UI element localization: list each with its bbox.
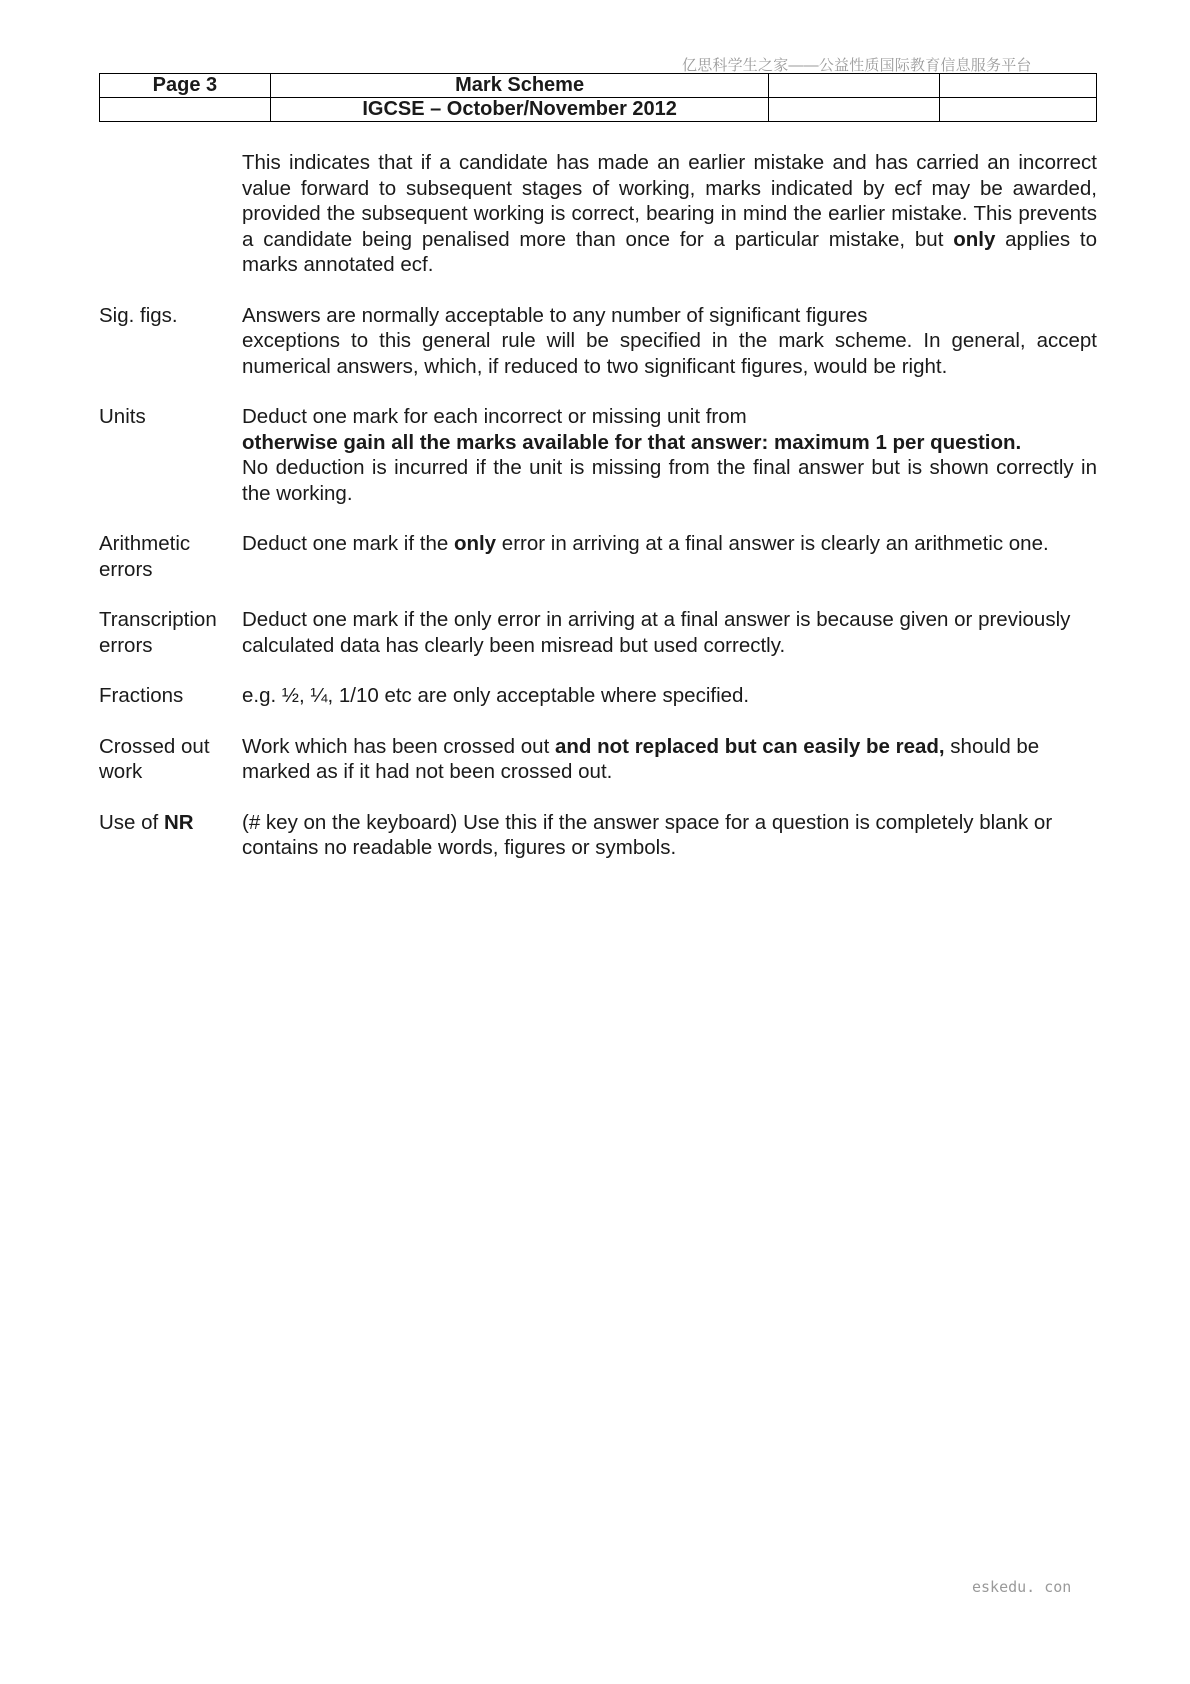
entry-text: Work which has been crossed out and not replaced but can easily be read, should be marked as if it had not been crossed out.	[242, 734, 1040, 783]
entry-label: Arithmetic errors	[99, 532, 191, 581]
entry-units	[99, 404, 1097, 506]
entry-text: e.g. ½, ¼, 1/10 etc are only acceptable where specified.	[242, 684, 750, 707]
entry-text: Answers are normally acceptable to any number of significant figures exceptions to this general rule will be specified in the mark scheme. In general, accept numerical answers, which, if reduced to two significant figures, would be right.	[242, 303, 1097, 378]
entry-label: Units	[99, 405, 146, 428]
entry-label: Crossed out work	[99, 734, 210, 783]
header-empty-cell	[940, 74, 1097, 98]
document-subtitle: IGCSE – October/November 2012	[270, 98, 769, 122]
page-number: Page 3	[100, 74, 271, 98]
entry-fractions	[99, 683, 1097, 709]
header-row-2	[100, 98, 1097, 122]
entry-label	[99, 150, 242, 278]
entry-sig-figs	[99, 303, 1097, 380]
mark-scheme-notes	[99, 150, 1097, 886]
entry-ecf	[99, 150, 1097, 278]
entry-text: Deduct one mark if the only error in arriving at a final answer is clearly an arithmetic one.	[242, 532, 1049, 555]
entry-label: Fractions	[99, 684, 184, 707]
entry-transcription-errors	[99, 607, 1097, 658]
entry-label: Sig. figs.	[99, 303, 178, 327]
entry-text: Deduct one mark if the only error in arriving at a final answer is because given or previously calculated data has clearly been misread but used correctly.	[242, 608, 1071, 657]
watermark-bottom: eskedu. con	[972, 1578, 1072, 1596]
header-row-1	[100, 74, 1097, 98]
watermark-top: 亿思科学生之家——公益性质国际教育信息服务平台	[682, 57, 1032, 74]
entry-use-of-nr	[99, 810, 1097, 861]
entry-text: Deduct one mark for each incorrect or missing unit from otherwise gain all the marks available for that answer: maximum 1 per question. No deduction is incurred if the unit is missing from the final answer but is shown correctly in the working.	[242, 405, 1097, 505]
document-title: Mark Scheme	[270, 74, 769, 98]
entry-arithmetic-errors	[99, 531, 1097, 582]
header-empty-cell	[769, 98, 940, 122]
header-empty-cell	[769, 74, 940, 98]
entry-crossed-out-work	[99, 734, 1097, 785]
entry-label: Use of NR	[99, 810, 194, 834]
header-empty-cell	[940, 98, 1097, 122]
header-table	[99, 73, 1097, 122]
entry-text: This indicates that if a candidate has made an earlier mistake and has carried an incorrect value forward to subsequent stages of working, marks indicated by ecf may be awarded, provided the subsequent working is correct, bearing in mind the earlier mistake. This prevents a candidate being penalised more than once for a particular mistake, but only applies to marks annotated ecf.	[242, 151, 1097, 276]
entry-label: Transcription errors	[99, 608, 217, 657]
header-empty-cell	[100, 98, 271, 122]
entry-text: (# key on the keyboard) Use this if the answer space for a question is completely blank or contains no readable words, figures or symbols.	[242, 810, 1053, 859]
